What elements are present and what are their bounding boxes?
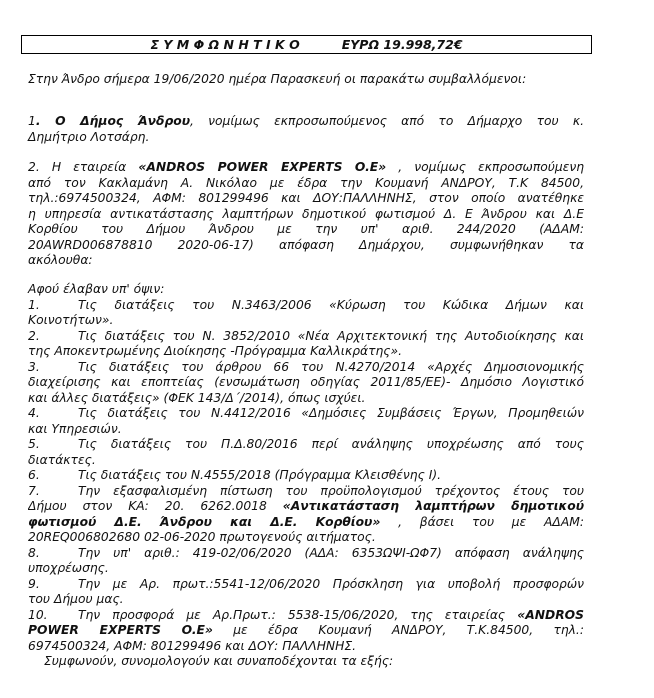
text-line <box>28 592 584 608</box>
text-line <box>28 130 584 146</box>
text-line <box>28 561 584 577</box>
text-segment: τηλ.:6974500324, ΑΦΜ: 801299496 και ΔΟΥ:ΠΑΛΛΗΝΗΣ, στον οποίο ανατέθηκε <box>28 191 584 205</box>
text-segment: Δήμου στον ΚΑ: 20. 6262.0018 <box>28 499 283 513</box>
text-line <box>28 176 584 192</box>
text-line <box>28 222 584 238</box>
item-number: 9. <box>28 576 40 591</box>
text-segment: η υπηρεσία αντικατάστασης λαμπτήρων δημοτικού φωτισμού Δ. Ε Άνδρου και Δ.Ε <box>28 206 584 221</box>
text-segment: Τις διατάξεις του Ν. 3852/2010 «Νέα Αρχιτεκτονική της Αυτοδιοίκησης και <box>78 328 584 343</box>
text-line <box>28 238 584 254</box>
text-line <box>28 623 584 639</box>
text-line <box>28 577 584 593</box>
item-number: 6. <box>28 468 40 482</box>
text-segment: 6974500324, ΑΦΜ: 801299496 και ΔΟΥ: ΠΑΛΛΗΝΗΣ. <box>28 638 357 653</box>
contract-amount: ΕΥΡΩ 19.998,72€ <box>341 37 463 52</box>
text-segment: , βάσει του με ΑΔΑΜ: <box>380 514 584 529</box>
text-segment: Τις διατάξεις του Π.Δ.80/2016 περί ανάληψης υποχρέωσης από τους <box>78 437 584 451</box>
paragraph-party-1 <box>28 114 584 145</box>
text-segment: υποχρέωσης. <box>28 561 109 575</box>
text-segment: της Αποκεντρωμένης Διοίκησης -Πρόγραμμα Καλλικράτης». <box>28 344 403 358</box>
paragraph-considerations <box>28 282 584 670</box>
text-segment: Τις διατάξεις του Ν.4412/2016 «Δημόσιες Συμβάσεις Έργων, Προμηθειών <box>78 406 584 420</box>
text-segment: από τον Κακλαμάνη Α. Νικόλαο με έδρα την Κουμανή ΑΝΔΡΟΥ, Τ.Κ 84500, <box>28 175 584 190</box>
text-segment: διατάκτες. <box>28 452 96 467</box>
text-segment: Τις διατάξεις του Ν.4555/2018 (Πρόγραμμα Κλεισθένης Ι). <box>78 468 442 482</box>
bold-text: φωτισμού Δ.Ε. Άνδρου και Δ.Ε. Κορθίου» <box>28 514 381 529</box>
text-line <box>28 72 584 88</box>
text-segment: , νομίμως εκπροσωπούμενη <box>386 160 584 174</box>
text-line <box>28 329 584 345</box>
text-line <box>28 344 584 360</box>
text-segment: Την προσφορά με Αρ.Πρωτ.: 5538-15/06/2020, της εταιρείας <box>78 607 518 622</box>
bold-text: «ANDROS <box>517 607 584 622</box>
text-line <box>28 453 584 469</box>
text-segment: Δημήτριο Λοτσάρη. <box>28 129 150 144</box>
text-segment: ακόλουθα: <box>28 253 93 267</box>
text-segment: Αφού έλαβαν υπ' όψιν: <box>28 282 165 296</box>
contract-title: Σ Υ Μ Φ Ω Ν Η Τ Ι Κ Ο <box>150 37 300 52</box>
text-line <box>28 313 584 329</box>
item-number: 10. <box>28 607 48 622</box>
text-segment: Τις διατάξεις του Ν.3463/2006 «Κύρωση του Κώδικα Δήμων και <box>78 297 584 312</box>
text-line <box>28 191 584 207</box>
bold-text: «Αντικατάσταση λαμπτήρων δημοτικού <box>282 499 584 513</box>
item-number: 2. <box>28 328 40 343</box>
text-line <box>28 437 584 453</box>
text-segment: 20AWRD006878810 2020-06-17) απόφαση Δημάρχου, συμφωνήθηκαν τα <box>28 237 584 252</box>
bold-text: «ANDROS POWER EXPERTS O.E» <box>138 160 387 174</box>
text-segment: Κοινοτήτων». <box>28 313 114 327</box>
text-line <box>28 391 584 407</box>
text-segment: διαχείρισης και εποπτείας (ενσωμάτωση οδηγίας 2011/85/ΕΕ)- Δημόσιο Λογιστικό <box>28 375 584 389</box>
text-line <box>28 639 584 655</box>
text-line <box>28 114 584 130</box>
text-line <box>28 654 584 670</box>
text-segment: Τις διατάξεις του άρθρου 66 του Ν.4270/2014 «Αρχές Δημοσιονομικής <box>78 359 584 374</box>
text-line <box>28 207 584 223</box>
text-line <box>28 608 584 624</box>
item-number: 8. <box>28 545 40 560</box>
text-segment: του Δήμου μας. <box>28 592 124 606</box>
text-segment: Κορθίου του Δήμου Άνδρου με την υπ' αριθ. 244/2020 (ΑΔΑΜ: <box>28 222 584 236</box>
text-line <box>28 375 584 391</box>
paragraph-party-2 <box>28 160 584 269</box>
text-line <box>28 282 584 298</box>
text-line <box>28 546 584 562</box>
text-line <box>28 468 584 484</box>
item-number: 3. <box>28 359 40 374</box>
text-line <box>28 298 584 314</box>
text-segment: Συμφωνούν, συνομολογούν και συναποδέχονται τα εξής: <box>44 654 394 668</box>
text-segment: , νομίμως εκπροσωπούμενος από το Δήμαρχο του κ. <box>190 114 584 128</box>
text-segment: και άλλες διατάξεις» (ΦΕΚ 143/Δ΄/2014), όπως ισχύει. <box>28 390 366 405</box>
text-segment: Την με Αρ. πρωτ.:5541-12/06/2020 Πρόσκληση για υποβολή προσφορών <box>78 576 584 591</box>
text-line <box>28 406 584 422</box>
contract-title-box <box>21 35 592 54</box>
text-segment: Την εξασφαλισμένη πίστωση του προϋπολογισμού τρέχοντος έτους του <box>78 483 584 498</box>
text-line <box>28 499 584 515</box>
bold-text: POWER EXPERTS O.E» <box>28 623 213 637</box>
text-line <box>28 530 584 546</box>
text-segment: με έδρα Κουμανή ΑΝΔΡΟΥ, Τ.Κ.84500, τηλ.: <box>212 623 584 637</box>
item-number: 4. <box>28 406 40 420</box>
text-segment: 20REQ006802680 02-06-2020 πρωτογενούς αιτήματος. <box>28 530 376 544</box>
text-line <box>28 484 584 500</box>
text-line <box>28 253 584 269</box>
text-line <box>28 360 584 376</box>
text-segment: και Υπηρεσιών. <box>28 421 122 436</box>
text-segment: 2. Η εταιρεία <box>28 160 139 174</box>
item-number: 7. <box>28 483 40 498</box>
text-segment: Την υπ' αριθ.: 419-02/06/2020 (ΑΔΑ: 6353ΩΨΙ-ΩΦ7) απόφαση ανάληψης <box>78 545 584 560</box>
item-number: 1. <box>28 297 40 312</box>
paragraph-intro <box>28 72 584 88</box>
text-segment: 1 <box>28 114 36 128</box>
item-number: 5. <box>28 437 40 451</box>
text-segment: Στην Άνδρο σήμερα 19/06/2020 ημέρα Παρασκευή οι παρακάτω συμβαλλόμενοι: <box>28 72 527 86</box>
text-line <box>28 160 584 176</box>
text-line <box>28 422 584 438</box>
bold-text: . Ο Δήμος Άνδρου <box>35 114 191 128</box>
text-line <box>28 515 584 531</box>
